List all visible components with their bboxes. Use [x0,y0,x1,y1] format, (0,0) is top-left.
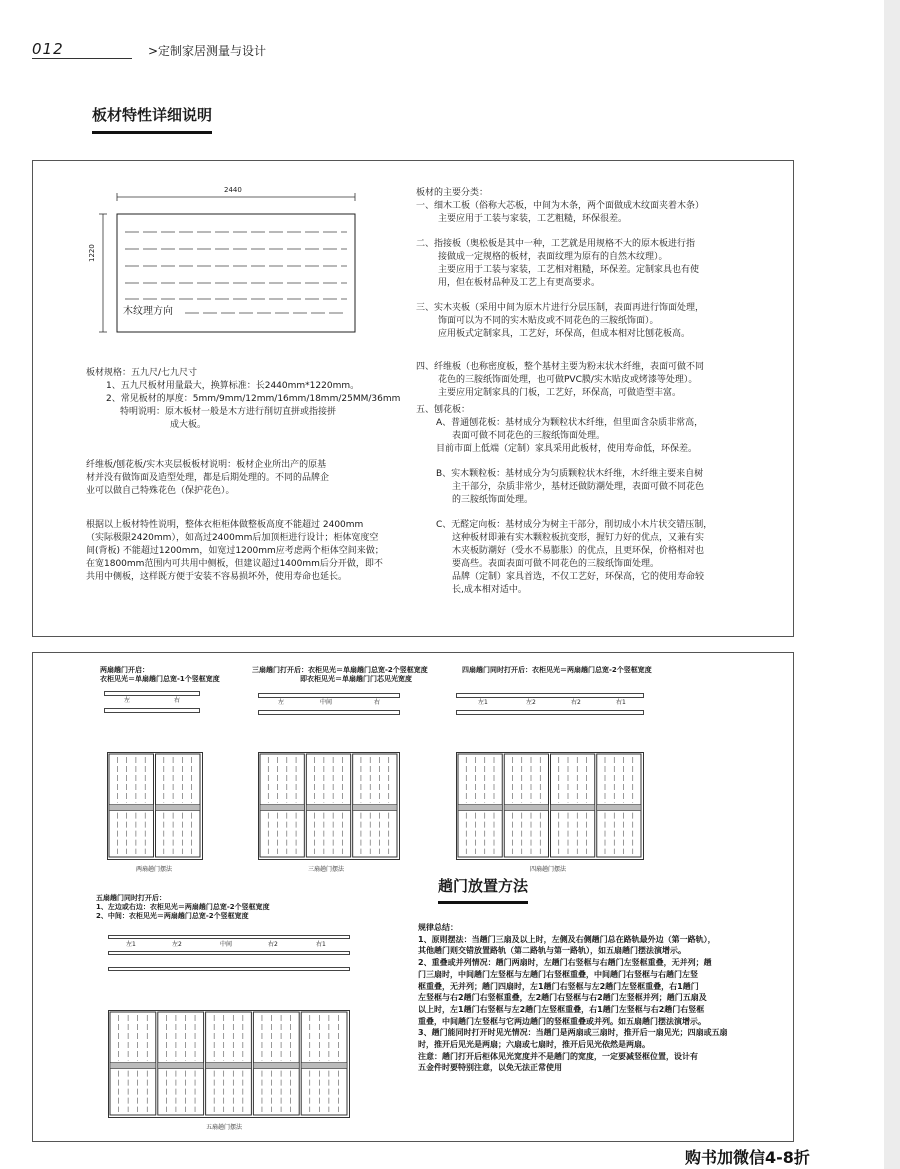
door-label: 左1 [478,699,488,706]
paragraph-line: 在宽1800mm范围内可共用中侧板，但建议超过1400mm后分开做，即不 [86,559,383,569]
four-door-wardrobe [456,752,644,860]
paragraph-line: 共用中侧板，这样既方便于安装不容易损坏外，使用寿命也延长。 [86,572,348,582]
door-label: 右2 [268,941,278,948]
header-rule [32,58,132,59]
door-label: 右1 [316,941,326,948]
header-line: 两扇趟门开启： [100,666,149,674]
rule-line: 规律总结： [418,923,458,932]
four-door-header [462,666,652,675]
section-title: 板材特性详细说明 [92,104,212,134]
sub-item: 表面可做不同花色的三胺纸饰面处理。 [452,431,606,441]
breadcrumb: >定制家居测量与设计 [148,44,267,58]
door-label: 右1 [616,699,626,706]
door-rail [458,805,502,811]
rule-line: 时，推开后见光是两扇；六扇或七扇时，推开后见光依然是两扇。 [418,1040,650,1050]
header-line: 衣柜见光＝单扇趟门总宽-1个竖框宽度 [100,675,220,683]
rule-line: 框重叠，无并列；趟门四扇时，左1趟门右竖框与左2趟门左竖框重叠，右1趟门 [418,981,699,991]
two-door-caption: 两扇趟门摆法 [136,866,173,873]
door-label: 左1 [126,941,136,948]
rule-line: 1、原则摆法：当趟门三扇及以上时，左侧及右侧趟门总在路轨最外边（第一路轨）， [418,934,716,944]
three-door-caption: 三扇趟门摆法 [308,866,345,873]
board-width-label: 2440 [224,186,242,194]
watermark-text: 购书加微信4-8折 [685,1148,810,1167]
list-item: 主要应用定制家具的门板，工艺好，环保高，可做造型丰富。 [438,388,682,398]
list-item: 饰面可以为不同的实木贴皮或不同花色的三胺纸饰面）。 [438,316,659,326]
list-heading: 板材的主要分类： [416,188,489,198]
page-number: 012 [32,40,64,58]
sub-item: B、实木颗粒板：基材成分为匀质颗粒状木纤维，木纤维主要来自树 [436,469,704,479]
door-rail [551,805,595,811]
spec-line: 1、五九尺板材用量最大，换算标准：长2440mm*1220mm。 [106,381,360,391]
list-item: 五、刨花板： [416,405,471,415]
two-door-tracks [104,691,200,713]
sub-item: 目前市面上低端（定制）家具采用此板材，使用寿命低，环保差。 [436,444,698,454]
board-types-list [416,187,712,597]
rule-line: 其他趟门则交错放置路轨（第二路轨与第一路轨），如五扇趟门摆法演增示。 [418,946,686,956]
rule-line: 注意：趟门打开后柜体见光宽度并不是趟门的宽度，一定要减竖框位置，设计有 [418,1051,698,1061]
board-spec-text [86,367,400,432]
header-line: 五扇趟门同时打开后： [96,894,166,902]
sliding-door-title: 趟门放置方法 [438,875,528,904]
door-rail [504,805,548,811]
sub-item: 长,成本相对适中。 [452,585,527,595]
paragraph-line: 根据以上板材特性说明，整体衣柜柜体做整板高度不能超过 2400mm [86,520,364,530]
five-door-wardrobe [108,1010,350,1118]
sub-item: A、普通刨花板：基材成分为颗粒状木纤维，但里面含杂质非常高， [436,418,704,428]
header-line: 2、中间：衣柜见光＝两扇趟门总宽-2个竖框宽度 [96,912,249,920]
spec-line: 板材规格：五九尺/七九尺寸 [86,368,198,378]
door-rail [110,1063,156,1069]
list-item: 主要应用于工装与家装，工艺相对粗糙，环保差。定制家具也有使 [438,265,700,275]
sub-item: 品牌（定制）家具首选，不仅工艺好，环保高，它的使用寿命较 [452,572,705,582]
list-item: 用，但在板材品种及工艺上有更高要求。 [438,278,601,288]
board-note-paragraph [86,459,329,498]
header-line: 四扇趟门同时打开后：衣柜见光＝两扇趟门总宽-2个竖框宽度 [462,666,652,674]
cabinet-size-paragraph [86,519,384,584]
door-rail [353,805,397,811]
door-label: 左2 [172,941,182,948]
spec-line: 成大板。 [170,420,207,430]
list-item: 花色的三胺纸饰面处理，也可做PVC膜/实木贴皮或烤漆等处理）。 [438,375,698,385]
three-door-tracks [258,693,400,715]
door-label: 右 [374,699,381,706]
two-door-header [100,666,220,684]
list-item: 四、纤维板（也称密度板，整个基材主要为粉末状木纤维，表面可做不同 [416,362,705,372]
spec-line: 2、常见板材的厚度：5mm/9mm/12mm/16mm/18mm/25MM/36mm [106,394,401,404]
door-label: 左 [124,697,131,704]
door-label: 右2 [571,699,581,706]
paragraph-line: 业可以做自己特殊花色（保护花色）。 [86,486,235,496]
five-door-caption: 五扇趟门摆法 [206,1124,243,1131]
door-rail [109,805,154,811]
rule-line: 五金件时要特别注意，以免无法正常使用 [418,1063,562,1073]
sub-item: C、无醛定向板：基材成分为树主干部分，削切成小木片状交错压制， [436,520,713,530]
sub-item: 主干部分，杂质非常少，基材还做防潮处理，表面可做不同花色 [452,482,705,492]
board-height-label: 1220 [88,244,96,262]
spec-line: 特明说明：原木板材一般是木方进行削切直拼或指接拼 [120,407,337,417]
door-rail [306,805,350,811]
three-door-header [252,666,428,684]
door-rail [206,1063,252,1069]
three-door-wardrobe [258,752,400,860]
header-line: 1、左边或右边：衣柜见光＝两扇趟门总宽-2个竖框宽度 [96,903,270,911]
door-label: 左 [278,699,285,706]
five-door-tracks [108,935,350,971]
header-line: 即衣柜见光＝单扇趟门门芯见光宽度 [300,675,412,683]
rule-line: 门三扇时，中间趟门左竖框与左趟门右竖框重叠，中间趟门右竖框与右趟门左竖 [418,969,698,979]
five-door-header [96,894,270,921]
sub-item: 要高些。表面表面可做不同花色的三胺纸饰面处理。 [452,559,660,569]
paragraph-line: 纤维板/刨花板/实木夹层板板材说明：板材企业所出产的原基 [86,460,327,470]
rule-line: 左竖框与右2趟门右竖框重叠，左2趟门右竖框与右2趟门左竖框并列；趟门五扇及 [418,993,707,1003]
four-door-caption: 四扇趟门摆法 [530,866,567,873]
door-label: 中间 [320,699,333,706]
sub-item: 的三胺纸饰面处理。 [452,495,534,505]
list-item: 三、实木夹板（采用中间为原木片进行分层压制，表面再进行饰面处理， [416,303,705,313]
list-item: 一、细木工板（俗称大芯板，中间为木条，两个面做成木纹面夹着木条） [416,201,705,211]
rule-line: 3、趟门能同时打开时见光情况：当趟门是两扇或三扇时，推开后一扇见光；四扇或五扇 [418,1028,728,1038]
sub-item: 木夹板防潮好（受水不易膨胀）的优点，且更环保，价格相对也 [452,546,705,556]
list-item: 应用板式定制家具，工艺好，环保高，但成本相对比刨花板高。 [438,329,691,339]
paragraph-line: 间(背板) 不能超过1200mm，如宽过1200mm应考虑两个柜体空间来做； [86,546,384,556]
door-label: 左2 [526,699,536,706]
grain-direction-label: 木纹理方向 [123,306,173,317]
rule-line: 重叠，中间趟门左竖框与它两边趟门的竖框重叠或并列。如五扇趟门摆法演增示。 [418,1016,706,1026]
door-rail [260,805,304,811]
two-door-wardrobe [107,752,203,860]
list-item: 主要应用于工装与家装，工艺粗糙，环保很差。 [438,214,628,224]
rule-line: 以上时，左1趟门右竖框与左2趟门左竖框重叠，右1趟门左竖框与右2趟门右竖框 [418,1004,705,1014]
four-door-tracks [456,693,644,715]
rules-summary [418,922,728,1074]
door-rail [156,805,201,811]
list-item: 二、指接板（奥松板是其中一种，工艺就是用规格不大的原木板进行指 [416,239,696,249]
header-line: 三扇趟门打开后：衣柜见光＝单扇趟门总宽-2个竖框宽度 [252,666,428,674]
door-rail [597,805,641,811]
door-label: 右 [174,697,181,704]
door-rail [158,1063,204,1069]
paragraph-line: （实际极限2420mm），如高过2400mm后加顶柜进行设计；柜体宽度空 [86,533,379,543]
list-item: 接做成一定规格的板材，表面纹理为原有的自然木纹理）。 [438,252,668,262]
door-label: 中间 [220,941,233,948]
door-rail [253,1063,299,1069]
page-edge-shading [884,0,900,1169]
sub-item: 这种板材即兼有实木颗粒板抗变形，握钉力好的优点，又兼有实 [452,533,705,543]
paragraph-line: 材并没有做饰面及造型处理，都是后期处理的。不同的品牌企 [86,473,330,483]
rule-line: 2、重叠或并列情况：趟门两扇时，左趟门右竖框与右趟门左竖框重叠，无并列；趟 [418,958,712,968]
door-rail [301,1063,347,1069]
